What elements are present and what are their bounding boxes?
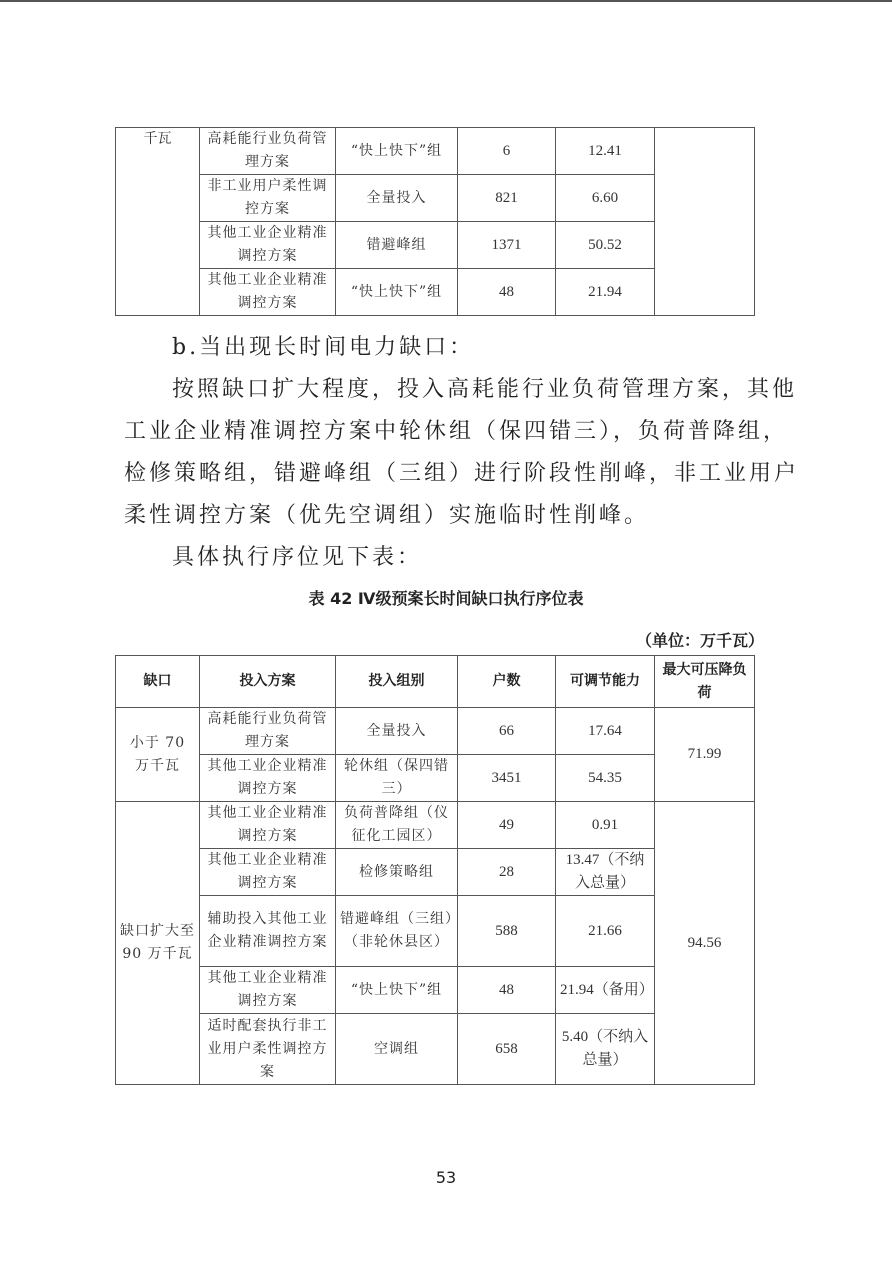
plan-cell: 其他工业企业精准调控方案 (200, 849, 336, 896)
plan-cell: 辅助投入其他工业企业精准调控方案 (200, 896, 336, 967)
header-max-load: 最大可压降负荷 (655, 656, 755, 708)
header-gap: 缺口 (116, 656, 200, 708)
section-heading: b.当出现长时间电力缺口： (172, 335, 475, 360)
capacity-cell: 21.94 (556, 269, 655, 316)
group-cell: “快上快下”组 (336, 269, 458, 316)
header-households: 户数 (458, 656, 556, 708)
table-row (116, 802, 755, 849)
max-load-cell: 71.99 (655, 708, 755, 802)
gap-cell: 小于 70 万千瓦 (116, 708, 200, 802)
header-plan: 投入方案 (200, 656, 336, 708)
plan-cell: 其他工业企业精准调控方案 (200, 222, 336, 269)
group-cell: 全量投入 (336, 175, 458, 222)
capacity-cell: 13.47（不纳入总量） (556, 849, 655, 896)
households-cell: 66 (458, 708, 556, 755)
group-cell: 错避峰组（三组）（非轮休县区） (336, 896, 458, 967)
plan-cell: 高耗能行业负荷管理方案 (200, 708, 336, 755)
households-cell: 658 (458, 1014, 556, 1085)
plan-cell: 适时配套执行非工业用户柔性调控方案 (200, 1014, 336, 1085)
plan-cell: 其他工业企业精准调控方案 (200, 755, 336, 802)
execution-order-table (115, 655, 755, 1085)
group-cell: 检修策略组 (336, 849, 458, 896)
group-cell: 错避峰组 (336, 222, 458, 269)
group-cell: 全量投入 (336, 708, 458, 755)
paragraph-line: 检修策略组，错避峰组（三组）进行阶段性削峰，非工业用户 (124, 461, 800, 486)
households-cell: 3451 (458, 755, 556, 802)
capacity-cell: 17.64 (556, 708, 655, 755)
capacity-cell: 6.60 (556, 175, 655, 222)
capacity-cell: 5.40（不纳入总量） (556, 1014, 655, 1085)
households-cell: 48 (458, 967, 556, 1014)
capacity-cell: 0.91 (556, 802, 655, 849)
max-load-cell (655, 128, 755, 316)
capacity-cell: 12.41 (556, 128, 655, 175)
page-number: 53 (435, 1168, 457, 1187)
households-cell: 821 (458, 175, 556, 222)
gap-cell: 千瓦 (116, 128, 200, 316)
capacity-cell: 54.35 (556, 755, 655, 802)
unit-label: （单位：万千瓦） (635, 631, 764, 650)
households-cell: 28 (458, 849, 556, 896)
table-caption: 表 42 Ⅳ级预案长时间缺口执行序位表 (308, 589, 584, 608)
households-cell: 6 (458, 128, 556, 175)
households-cell: 1371 (458, 222, 556, 269)
max-load-cell: 94.56 (655, 802, 755, 1085)
households-cell: 49 (458, 802, 556, 849)
paragraph-line: 工业企业精准调控方案中轮休组（保四错三），负荷普降组， (124, 419, 789, 444)
plan-cell: 其他工业企业精准调控方案 (200, 802, 336, 849)
table-row (116, 708, 755, 755)
page-top-border (0, 0, 892, 2)
plan-cell: 非工业用户柔性调控方案 (200, 175, 336, 222)
households-cell: 48 (458, 269, 556, 316)
group-cell: 轮休组（保四错三） (336, 755, 458, 802)
households-cell: 588 (458, 896, 556, 967)
table-row (116, 128, 755, 175)
plan-cell: 高耗能行业负荷管理方案 (200, 128, 336, 175)
header-capacity: 可调节能力 (556, 656, 655, 708)
header-group: 投入组别 (336, 656, 458, 708)
header-row (116, 656, 755, 708)
paragraph-line: 柔性调控方案（优先空调组）实施临时性削峰。 (124, 503, 650, 528)
paragraph-line: 按照缺口扩大程度，投入高耗能行业负荷管理方案，其他 (172, 377, 798, 402)
continued-table (115, 127, 755, 316)
plan-cell: 其他工业企业精准调控方案 (200, 967, 336, 1014)
plan-cell: 其他工业企业精准调控方案 (200, 269, 336, 316)
gap-cell: 缺口扩大至 90 万千瓦 (116, 802, 200, 1085)
group-cell: “快上快下”组 (336, 128, 458, 175)
capacity-cell: 50.52 (556, 222, 655, 269)
capacity-cell: 21.94（备用） (556, 967, 655, 1014)
group-cell: “快上快下”组 (336, 967, 458, 1014)
group-cell: 空调组 (336, 1014, 458, 1085)
capacity-cell: 21.66 (556, 896, 655, 967)
paragraph-lead: 具体执行序位见下表： (172, 545, 423, 570)
group-cell: 负荷普降组（仪征化工园区） (336, 802, 458, 849)
